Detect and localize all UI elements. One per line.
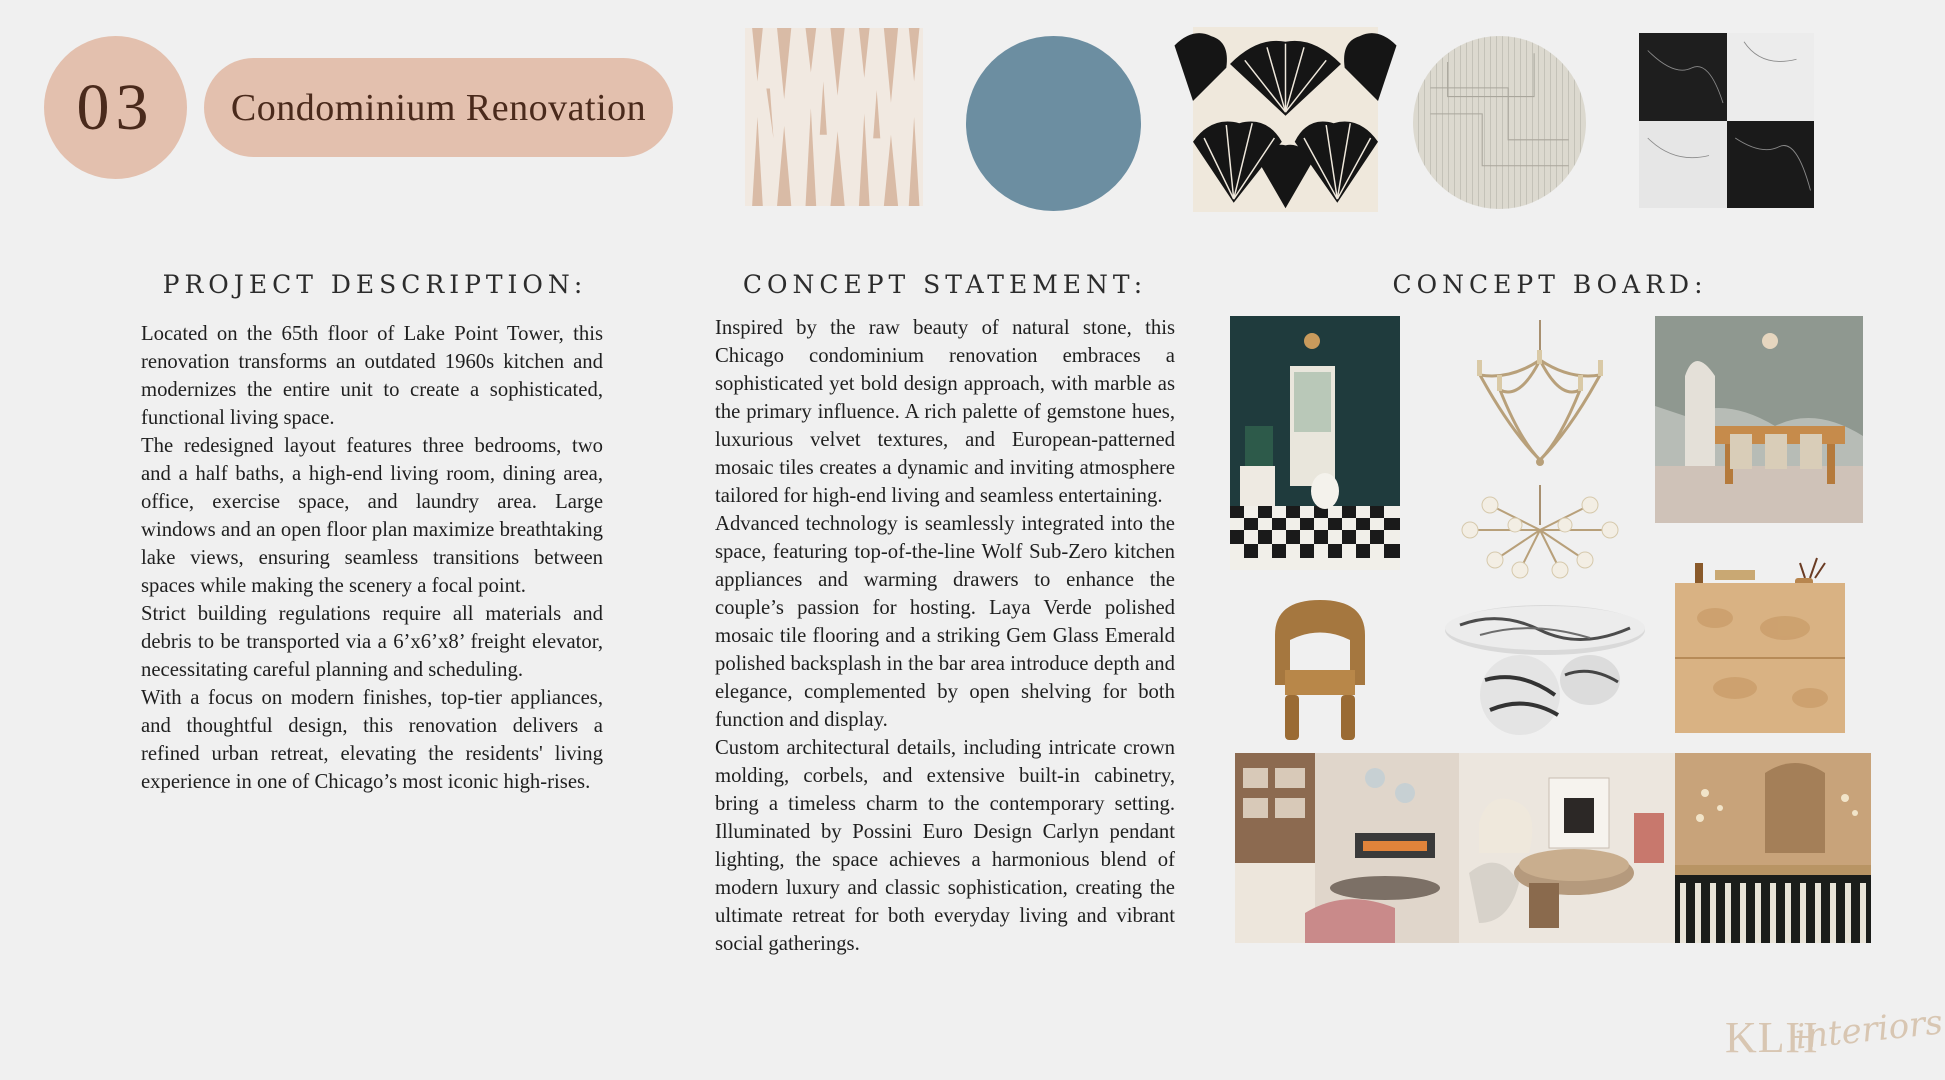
concept-statement-heading: CONCEPT STATEMENT:: [742, 270, 1148, 299]
paragraph: Inspired by the raw beauty of natural stone, this Chicago condominium renovation embraces a sophisticated yet bold design approach, with marble as the primary influence. A rich palette of gemstone hues, luxurious velvet textures, and European-patterned mosaic tiles creates a dynamic and inviting atmosphere tailored for high-end living and seamless entertaining.: [715, 317, 1175, 507]
dining-room-photo: [1655, 316, 1863, 523]
living-room-photo: [1459, 753, 1675, 943]
chandelier-photo: [1450, 320, 1630, 480]
swatch-ginkgo-pattern: [1193, 27, 1378, 212]
concept-board-heading: CONCEPT BOARD:: [1392, 270, 1708, 299]
sputnik-chandelier-photo: [1450, 485, 1630, 580]
section-number-badge: [44, 36, 187, 179]
swatch-dusty-blue: [966, 36, 1141, 211]
brand-logo-script: interiors: [1793, 1002, 1945, 1058]
page-title: Condominium Renovation: [230, 86, 647, 129]
project-description-heading: PROJECT DESCRIPTION:: [162, 270, 588, 299]
brand-logo: KLH: [1725, 1013, 1819, 1062]
paragraph: Custom architectural details, including intricate crown molding, corbels, and extensive built-in cabinetry, bring a timeless charm to the contemporary setting. Illuminated by Possini Euro Design Carlyn pendant lighting, the space achieves a harmonious blend of modern luxury and classic sophistication, creating the ultimate retreat for both everyday living and vibrant social gatherings.: [715, 737, 1175, 955]
page-title-pill: [204, 58, 673, 157]
bathroom-photo: [1230, 316, 1400, 570]
paragraph: With a focus on modern finishes, top-tier appliances, and thoughtful design, this renovation delivers a refined urban retreat, elevating the residents' living experience in one of Chicago’s most iconic high-rises.: [141, 687, 603, 793]
swatch-marble-check: [1639, 33, 1814, 208]
swatch-linear-stripe: [1413, 36, 1586, 209]
project-description-text: [141, 320, 603, 796]
paragraph: The redesigned layout features three bedrooms, two and a half baths, a high-end living room, dining area, office, exercise space, and laundry area. Large windows and an open floor plan maximize breathtaking lake views, ensuring seamless transitions between spaces while making the scenery a focal point.: [141, 435, 603, 597]
kitchen-dining-photo: [1235, 753, 1459, 943]
paragraph: Strict building regulations require all materials and debris to be transported via a 6’x6’x8’ freight elevator, necessitating careful planning and scheduling.: [141, 603, 603, 681]
bar-area-photo: [1675, 753, 1871, 943]
velvet-chair-photo: [1255, 595, 1385, 745]
paragraph: Located on the 65th floor of Lake Point Tower, this renovation transforms an outdated 1960s kitchen and modernizes the entire unit to create a sophisticated, functional living space.: [141, 323, 603, 429]
paragraph: Advanced technology is seamlessly integrated into the space, featuring top-of-the-line Wolf Sub-Zero kitchen appliances and warming drawers to enhance the couple’s passion for hosting. Laya Verde polished mosaic tile flooring and a striking Gem Glass Emerald polished backsplash in the bar area introduce depth and elegance, complemented by open shelving for both function and display.: [715, 513, 1175, 731]
marble-coffee-table-photo: [1440, 600, 1650, 740]
burl-wood-dresser-photo: [1675, 558, 1855, 738]
concept-statement-text: [715, 314, 1175, 958]
swatch-geometric-tile: [745, 28, 923, 206]
section-number: 03: [76, 70, 155, 144]
